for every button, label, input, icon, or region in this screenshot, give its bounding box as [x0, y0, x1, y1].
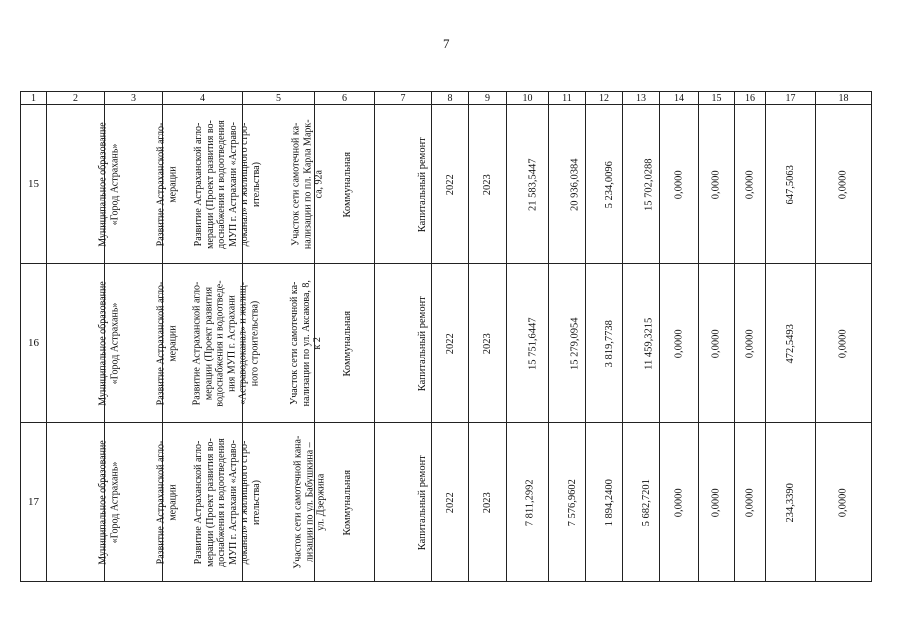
register-table: [20, 91, 872, 582]
rotated-text: [291, 119, 326, 249]
row-number-cell: [21, 423, 47, 582]
text-line: ительства): [250, 479, 262, 525]
amount-cell: [586, 105, 623, 264]
cell-value: 0,0000: [744, 170, 756, 199]
header-row: [21, 92, 872, 105]
amount-cell: [735, 105, 766, 264]
column-number-header: 11: [549, 92, 586, 105]
cell-value: 2022: [444, 492, 456, 513]
amount-cell: [766, 423, 816, 582]
column-number-header: 8: [432, 92, 469, 105]
amount-cell: [816, 264, 872, 423]
column-number-header: 2: [47, 92, 105, 105]
work-type-cell: [375, 105, 432, 264]
cell-value: 7 811,2992: [524, 479, 536, 526]
amount-cell: [623, 105, 660, 264]
cell-value: 234,3390: [784, 482, 796, 523]
rotated-text: [192, 280, 261, 406]
cell-value: 2022: [444, 174, 456, 195]
column-number-header: 5: [243, 92, 315, 105]
rotated-text: [155, 122, 178, 246]
cell-value: 472,5493: [784, 323, 796, 364]
column-number-header: 9: [469, 92, 507, 105]
text-line: водоснабжения и водоотведе-: [214, 279, 226, 407]
rotated-text: [98, 281, 121, 405]
column-number-header: 10: [507, 92, 549, 105]
rotated-text: [155, 281, 178, 405]
amount-cell: [816, 105, 872, 264]
cell-value: 2022: [444, 333, 456, 354]
text-line: Участок сети самотечной кана-: [292, 435, 304, 569]
text-line: лизации по ул. Бабушкина –: [303, 442, 315, 562]
cell-value: Коммунальная: [342, 469, 354, 536]
text-line: Муниципальное образование: [97, 280, 109, 406]
municipality-cell: [47, 423, 121, 582]
text-line: мерации (Проект развития во-: [204, 119, 216, 249]
amount-cell: [586, 264, 623, 423]
text-line: мерации (Проект развития: [203, 286, 215, 400]
cell-value: 0,0000: [710, 329, 722, 358]
amount-cell: [699, 264, 735, 423]
cell-value: 15 279,0954: [569, 317, 581, 370]
cell-value: 21 583,5447: [527, 158, 539, 211]
cell-value: Капитальный ремонт: [416, 295, 428, 392]
amount-cell: [507, 264, 549, 423]
amount-cell: [766, 105, 816, 264]
amount-cell: [660, 105, 699, 264]
table-row: [21, 423, 872, 582]
cell-value: 0,0000: [744, 329, 756, 358]
cell-value: Капитальный ремонт: [416, 454, 428, 551]
cell-value: 2023: [481, 333, 493, 354]
column-number-header: 18: [816, 92, 872, 105]
cell-value: 3 819,7738: [603, 319, 615, 368]
amount-cell: [699, 105, 735, 264]
end-year-cell: [469, 423, 507, 582]
row-number: 16: [28, 337, 39, 349]
cell-value: 1 894,2400: [603, 478, 615, 527]
cell-value: Коммунальная: [342, 310, 354, 377]
text-line: «Астраводоканал» и жилищ-: [237, 281, 249, 405]
end-year-cell: [469, 105, 507, 264]
rotated-text: [292, 435, 327, 568]
amount-cell: [766, 264, 816, 423]
text-line: ного строительства): [249, 300, 261, 386]
amount-cell: [549, 423, 586, 582]
page-number: 7: [443, 36, 450, 51]
cell-value: 0,0000: [744, 488, 756, 517]
rotated-text: [289, 280, 324, 406]
text-line: «Город Астрахань»: [109, 461, 121, 543]
column-number-header: 15: [699, 92, 735, 105]
amount-cell: [660, 264, 699, 423]
text-line: «Город Астрахань»: [109, 302, 121, 384]
text-line: Развитие Астраханской агло-: [155, 122, 167, 246]
amount-cell: [735, 423, 766, 582]
text-line: МУП г. Астрахани «Астраво-: [227, 439, 239, 565]
cell-value: Коммунальная: [342, 151, 354, 218]
text-line: «Город Астрахань»: [109, 143, 121, 225]
text-line: Развитие Астраханской агло-: [155, 440, 167, 564]
text-line: доканал» и жилищного стро-: [238, 440, 250, 564]
amount-cell: [586, 423, 623, 582]
start-year-cell: [432, 264, 469, 423]
start-year-cell: [432, 105, 469, 264]
rotated-text: [98, 440, 121, 564]
cell-value: 20 936,0384: [569, 158, 581, 211]
cell-value: Капитальный ремонт: [416, 136, 428, 233]
cell-value: 0,0000: [710, 170, 722, 199]
ownership-cell: [315, 264, 375, 423]
text-line: Развитие Астраханской агло-: [192, 122, 204, 246]
cell-value: 0,0000: [673, 329, 685, 358]
row-number-cell: [21, 264, 47, 423]
text-line: мерации: [166, 165, 178, 203]
text-line: доснабжения и водоотведения: [215, 437, 227, 567]
cell-value: 0,0000: [837, 170, 849, 199]
text-line: МУП г. Астрахани «Астраво-: [227, 121, 239, 247]
text-line: нализации по ул. Аксакова, 8,: [300, 279, 312, 407]
text-line: ния МУП г. Астрахани: [226, 294, 238, 392]
amount-cell: [816, 423, 872, 582]
cell-value: 15 702,0288: [643, 158, 655, 211]
cell-value: 0,0000: [673, 170, 685, 199]
text-line: доснабжения и водоотведения: [215, 119, 227, 249]
table-row: [21, 105, 872, 264]
start-year-cell: [432, 423, 469, 582]
text-line: мерации (Проект развития во-: [204, 437, 216, 567]
amount-cell: [507, 105, 549, 264]
amount-cell: [735, 264, 766, 423]
column-number-header: 14: [660, 92, 699, 105]
municipality-cell: [47, 264, 121, 423]
cell-value: 0,0000: [837, 488, 849, 517]
text-line: ительства): [250, 161, 262, 207]
rotated-text: [98, 122, 121, 246]
amount-cell: [507, 423, 549, 582]
amount-cell: [549, 105, 586, 264]
cell-value: 5 234,0096: [603, 160, 615, 209]
row-number-cell: [21, 105, 47, 264]
row-number: 15: [28, 178, 39, 190]
column-number-header: 17: [766, 92, 816, 105]
municipality-cell: [47, 105, 121, 264]
table-row: [21, 264, 872, 423]
rotated-text: [155, 440, 178, 564]
end-year-cell: [469, 264, 507, 423]
cell-value: 15 751,6447: [527, 317, 539, 370]
text-line: Участок сети самотечной ка-: [288, 281, 300, 405]
column-number-header: 4: [163, 92, 243, 105]
work-type-cell: [375, 423, 432, 582]
rotated-text: [193, 438, 262, 567]
cell-value: 647,5063: [784, 164, 796, 205]
amount-cell: [549, 264, 586, 423]
text-line: мерации: [166, 324, 178, 362]
text-line: нализации по пл. Карла Марк-: [302, 119, 314, 249]
text-line: доканал» и жилищного стро-: [238, 122, 250, 246]
amount-cell: [660, 423, 699, 582]
amount-cell: [699, 423, 735, 582]
text-line: ул. Дзержина: [315, 473, 327, 531]
column-number-header: 6: [315, 92, 375, 105]
text-line: Развитие Астраханской агло-: [191, 281, 203, 405]
text-line: Участок сети самотечной ка-: [290, 122, 302, 246]
rotated-text: [193, 120, 262, 249]
cell-value: 0,0000: [710, 488, 722, 517]
column-number-header: 16: [735, 92, 766, 105]
text-line: Развитие Астраханской агло-: [155, 281, 167, 405]
cell-value: 5 682,7201: [640, 478, 652, 527]
row-number: 17: [28, 496, 39, 508]
amount-cell: [623, 423, 660, 582]
cell-value: 2023: [481, 174, 493, 195]
text-line: мерации: [166, 483, 178, 521]
cell-value: 11 459,3215: [643, 317, 655, 370]
column-number-header: 1: [21, 92, 47, 105]
text-line: Муниципальное образование: [97, 121, 109, 247]
column-number-header: 7: [375, 92, 432, 105]
text-line: Муниципальное образование: [97, 439, 109, 565]
column-number-header: 13: [623, 92, 660, 105]
column-number-header: 3: [105, 92, 163, 105]
column-number-header: 12: [586, 92, 623, 105]
cell-value: 2023: [481, 492, 493, 513]
cell-value: 0,0000: [673, 488, 685, 517]
text-line: са, 92а: [313, 169, 325, 199]
cell-value: 7 576,9602: [566, 478, 578, 527]
text-line: Развитие Астраханской агло-: [192, 440, 204, 564]
text-line: к 2: [311, 336, 323, 350]
work-type-cell: [375, 264, 432, 423]
amount-cell: [623, 264, 660, 423]
cell-value: 0,0000: [837, 329, 849, 358]
